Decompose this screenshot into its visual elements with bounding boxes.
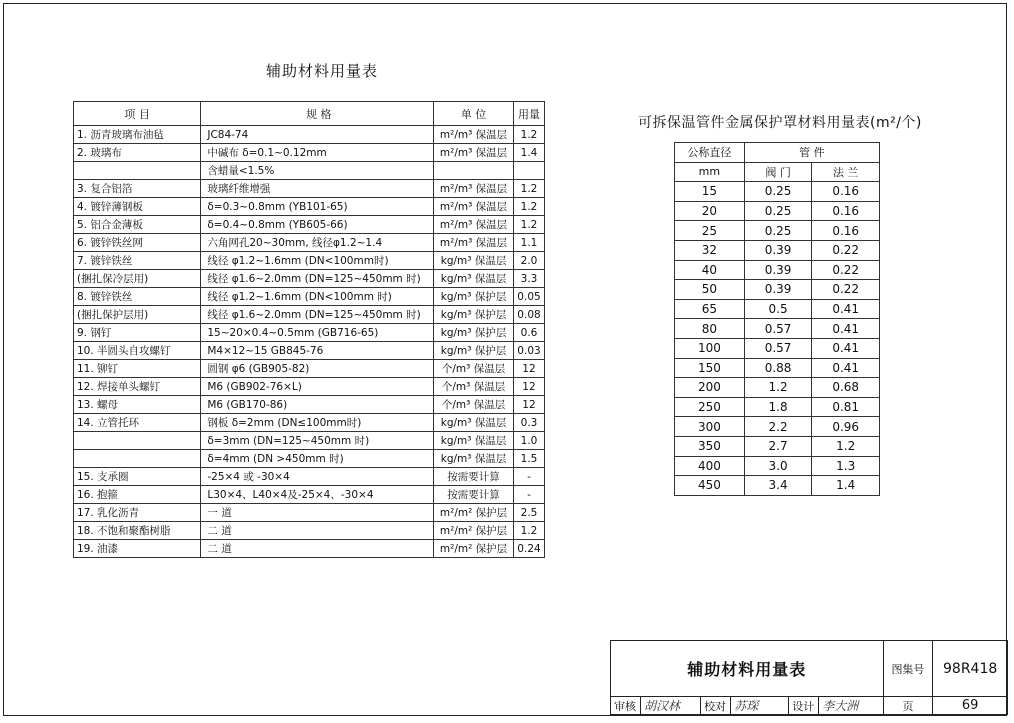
- item-unit: kg/m³ 保护层: [434, 306, 514, 324]
- item-name: 12. 焊接单头螺钉: [74, 378, 201, 396]
- item-unit: [434, 162, 514, 180]
- table-row: [74, 126, 545, 144]
- item-unit: m²/m³ 保温层: [434, 234, 514, 252]
- table-row: [675, 338, 880, 358]
- item-name: 5. 铝合金薄板: [74, 216, 201, 234]
- item-name: 16. 抱箍: [74, 486, 201, 504]
- flange-cell: 0.41: [812, 358, 880, 378]
- item-spec: 一 道: [201, 504, 434, 522]
- dn-cell: 250: [675, 397, 745, 417]
- item-unit: kg/m³ 保护层: [434, 288, 514, 306]
- item-name: 13. 螺母: [74, 396, 201, 414]
- table-row: [74, 468, 545, 486]
- item-qty: 1.5: [513, 450, 544, 468]
- flange-cell: 1.4: [812, 476, 880, 496]
- table-row: [74, 396, 545, 414]
- item-name: 4. 镀锌薄钢板: [74, 198, 201, 216]
- item-qty: 12: [513, 378, 544, 396]
- table-row: [74, 144, 545, 162]
- page-number: 69: [933, 697, 1008, 715]
- item-unit: m²/m³ 保温层: [434, 216, 514, 234]
- valve-cell: 0.39: [744, 260, 812, 280]
- table-row: [74, 288, 545, 306]
- valve-cell: 0.57: [744, 338, 812, 358]
- table-header-row: [675, 143, 880, 163]
- table-row: [74, 414, 545, 432]
- dn-cell: 300: [675, 417, 745, 437]
- item-spec: M4×12~15 GB845-76: [201, 342, 434, 360]
- item-name: 15. 支承圈: [74, 468, 201, 486]
- dn-cell: 350: [675, 436, 745, 456]
- valve-cell: 3.0: [744, 456, 812, 476]
- valve-cell: 0.88: [744, 358, 812, 378]
- item-unit: m²/m³ 保温层: [434, 180, 514, 198]
- table-row: [74, 162, 545, 180]
- item-qty: 2.0: [513, 252, 544, 270]
- item-qty: 1.2: [513, 198, 544, 216]
- item-name: (捆扎保护层用): [74, 306, 201, 324]
- item-name: 7. 镀锌铁丝: [74, 252, 201, 270]
- design-label: 设计: [789, 697, 819, 715]
- item-spec: 二 道: [201, 540, 434, 558]
- dn-cell: 200: [675, 378, 745, 398]
- item-spec: δ=0.3~0.8mm (YB101-65): [201, 198, 434, 216]
- table-row: [675, 358, 880, 378]
- item-spec: JC84-74: [201, 126, 434, 144]
- valve-cell: 0.5: [744, 299, 812, 319]
- item-name: 19. 油漆: [74, 540, 201, 558]
- cover-materials-table: [674, 142, 880, 496]
- item-unit: 个/m³ 保温层: [434, 396, 514, 414]
- valve-cell: 2.7: [744, 436, 812, 456]
- table-header-row: [74, 102, 545, 126]
- design-signature: 李大洲: [819, 697, 883, 715]
- table-row: [74, 216, 545, 234]
- item-name: 1. 沥青玻璃布油毡: [74, 126, 201, 144]
- item-qty: 3.3: [513, 270, 544, 288]
- flange-cell: 0.81: [812, 397, 880, 417]
- flange-cell: 0.96: [812, 417, 880, 437]
- table-row: [74, 378, 545, 396]
- atlas-number: 98R418: [933, 641, 1008, 697]
- item-qty: 12: [513, 360, 544, 378]
- header-item: 项 目: [74, 102, 201, 126]
- table-row: [675, 240, 880, 260]
- auxiliary-materials-table: [73, 101, 545, 558]
- table-row: [74, 306, 545, 324]
- dn-cell: 150: [675, 358, 745, 378]
- item-spec: δ=4mm (DN >450mm 时): [201, 450, 434, 468]
- dn-cell: 450: [675, 476, 745, 496]
- table-row: [74, 252, 545, 270]
- item-unit: kg/m³ 保温层: [434, 270, 514, 288]
- item-spec: M6 (GB170-86): [201, 396, 434, 414]
- flange-cell: 0.16: [812, 182, 880, 202]
- drawing-title: 辅助材料用量表: [611, 641, 884, 697]
- dn-cell: 100: [675, 338, 745, 358]
- table-row: [675, 319, 880, 339]
- table-row: [675, 182, 880, 202]
- item-name: 10. 半圆头自攻螺钉: [74, 342, 201, 360]
- table-row: [675, 436, 880, 456]
- item-spec: 线径 φ1.2~1.6mm (DN<100mm 时): [201, 288, 434, 306]
- item-name: [74, 450, 201, 468]
- header-flange: 法 兰: [812, 162, 880, 182]
- item-spec: δ=0.4~0.8mm (YB605-66): [201, 216, 434, 234]
- valve-cell: 0.25: [744, 201, 812, 221]
- item-name: (捆扎保冷层用): [74, 270, 201, 288]
- table-row: [74, 180, 545, 198]
- header-qty: 用量: [513, 102, 544, 126]
- flange-cell: 0.68: [812, 378, 880, 398]
- item-unit: m²/m² 保护层: [434, 540, 514, 558]
- item-unit: 按需要计算: [434, 486, 514, 504]
- item-spec: 玻璃纤维增强: [201, 180, 434, 198]
- flange-cell: 0.16: [812, 201, 880, 221]
- dn-cell: 20: [675, 201, 745, 221]
- item-qty: 1.1: [513, 234, 544, 252]
- item-unit: kg/m³ 保温层: [434, 414, 514, 432]
- item-qty: 0.3: [513, 414, 544, 432]
- table-row: [74, 540, 545, 558]
- table-row: [74, 324, 545, 342]
- page-label: 页: [883, 697, 933, 715]
- valve-cell: 1.8: [744, 397, 812, 417]
- valve-cell: 0.39: [744, 240, 812, 260]
- flange-cell: 0.22: [812, 260, 880, 280]
- item-unit: m²/m² 保护层: [434, 504, 514, 522]
- item-qty: 0.03: [513, 342, 544, 360]
- flange-cell: 0.22: [812, 280, 880, 300]
- item-unit: 按需要计算: [434, 468, 514, 486]
- item-spec: -25×4 或 -30×4: [201, 468, 434, 486]
- header-valve: 阀 门: [744, 162, 812, 182]
- dn-cell: 25: [675, 221, 745, 241]
- valve-cell: 1.2: [744, 378, 812, 398]
- item-spec: 15~20×0.4~0.5mm (GB716-65): [201, 324, 434, 342]
- table-row: [74, 486, 545, 504]
- valve-cell: 0.39: [744, 280, 812, 300]
- table-header-row: [675, 162, 880, 182]
- item-spec: 圆钢 φ6 (GB905-82): [201, 360, 434, 378]
- item-name: [74, 432, 201, 450]
- item-qty: 0.08: [513, 306, 544, 324]
- item-unit: m²/m³ 保温层: [434, 198, 514, 216]
- table-row: [74, 522, 545, 540]
- item-spec: δ=3mm (DN=125~450mm 时): [201, 432, 434, 450]
- header-spec: 规 格: [201, 102, 434, 126]
- item-unit: kg/m³ 保温层: [434, 450, 514, 468]
- item-spec: 二 道: [201, 522, 434, 540]
- header-dn-unit: mm: [675, 162, 745, 182]
- valve-cell: 0.57: [744, 319, 812, 339]
- review-label: 审核: [611, 697, 641, 715]
- item-spec: 线径 φ1.2~1.6mm (DN<100mm时): [201, 252, 434, 270]
- item-qty: 0.24: [513, 540, 544, 558]
- item-qty: 0.6: [513, 324, 544, 342]
- item-spec: 含蜡量<1.5%: [201, 162, 434, 180]
- table-row: [675, 417, 880, 437]
- item-spec: 六角网孔20~30mm, 线径φ1.2~1.4: [201, 234, 434, 252]
- item-qty: -: [513, 468, 544, 486]
- valve-cell: 0.25: [744, 182, 812, 202]
- table-row: [675, 456, 880, 476]
- valve-cell: 3.4: [744, 476, 812, 496]
- flange-cell: 1.3: [812, 456, 880, 476]
- table-row: [675, 299, 880, 319]
- item-qty: 1.2: [513, 216, 544, 234]
- flange-cell: 0.22: [812, 240, 880, 260]
- item-name: 8. 镀锌铁丝: [74, 288, 201, 306]
- table-row: [74, 432, 545, 450]
- check-label: 校对: [701, 697, 731, 715]
- dn-cell: 400: [675, 456, 745, 476]
- table-row: [74, 504, 545, 522]
- table-row: [675, 201, 880, 221]
- table-row: [74, 234, 545, 252]
- valve-cell: 0.25: [744, 221, 812, 241]
- valve-cell: 2.2: [744, 417, 812, 437]
- item-spec: 中碱布 δ=0.1~0.12mm: [201, 144, 434, 162]
- item-qty: 1.2: [513, 126, 544, 144]
- item-unit: kg/m³ 保护层: [434, 324, 514, 342]
- item-spec: 线径 φ1.6~2.0mm (DN=125~450mm 时): [201, 270, 434, 288]
- table-row: [74, 450, 545, 468]
- item-unit: kg/m³ 保温层: [434, 252, 514, 270]
- title-block: [610, 640, 1008, 715]
- dn-cell: 50: [675, 280, 745, 300]
- item-name: 3. 复合铝箔: [74, 180, 201, 198]
- item-spec: L30×4、L40×4及-25×4、-30×4: [201, 486, 434, 504]
- item-qty: [513, 162, 544, 180]
- item-unit: m²/m² 保护层: [434, 522, 514, 540]
- item-name: [74, 162, 201, 180]
- flange-cell: 0.41: [812, 299, 880, 319]
- header-fittings: 管 件: [744, 143, 879, 163]
- item-name: 18. 不饱和聚酯树脂: [74, 522, 201, 540]
- item-unit: 个/m³ 保温层: [434, 378, 514, 396]
- table-row: [675, 280, 880, 300]
- flange-cell: 1.2: [812, 436, 880, 456]
- flange-cell: 0.16: [812, 221, 880, 241]
- item-name: 14. 立管托环: [74, 414, 201, 432]
- item-name: 2. 玻璃布: [74, 144, 201, 162]
- item-spec: M6 (GB902-76×L): [201, 378, 434, 396]
- left-table-title: 辅助材料用量表: [266, 62, 379, 80]
- item-spec: 钢板 δ=2mm (DN≤100mm时): [201, 414, 434, 432]
- table-row: [74, 342, 545, 360]
- table-row: [74, 360, 545, 378]
- item-qty: 1.2: [513, 522, 544, 540]
- table-row: [675, 476, 880, 496]
- item-qty: 1.0: [513, 432, 544, 450]
- table-row: [675, 397, 880, 417]
- item-spec: 线径 φ1.6~2.0mm (DN=125~450mm 时): [201, 306, 434, 324]
- item-qty: 2.5: [513, 504, 544, 522]
- atlas-label: 图集号: [883, 641, 933, 697]
- item-qty: 1.2: [513, 180, 544, 198]
- check-signature: 苏琛: [731, 697, 789, 715]
- item-unit: kg/m³ 保温层: [434, 432, 514, 450]
- item-name: 6. 镀锌铁丝网: [74, 234, 201, 252]
- flange-cell: 0.41: [812, 338, 880, 358]
- dn-cell: 32: [675, 240, 745, 260]
- dn-cell: 65: [675, 299, 745, 319]
- table-row: [675, 260, 880, 280]
- table-row: [675, 221, 880, 241]
- header-dn: 公称直径: [675, 143, 745, 163]
- item-unit: 个/m³ 保温层: [434, 360, 514, 378]
- item-qty: 1.4: [513, 144, 544, 162]
- header-unit: 单 位: [434, 102, 514, 126]
- item-qty: 12: [513, 396, 544, 414]
- flange-cell: 0.41: [812, 319, 880, 339]
- item-name: 11. 铆钉: [74, 360, 201, 378]
- dn-cell: 40: [675, 260, 745, 280]
- right-table-title: 可拆保温管件金属保护罩材料用量表(m²/个): [638, 115, 922, 131]
- item-name: 9. 钢钉: [74, 324, 201, 342]
- dn-cell: 15: [675, 182, 745, 202]
- item-unit: kg/m³ 保护层: [434, 342, 514, 360]
- item-unit: m²/m³ 保温层: [434, 144, 514, 162]
- table-row: [74, 270, 545, 288]
- dn-cell: 80: [675, 319, 745, 339]
- item-qty: 0.05: [513, 288, 544, 306]
- item-unit: m²/m³ 保温层: [434, 126, 514, 144]
- item-qty: -: [513, 486, 544, 504]
- table-row: [74, 198, 545, 216]
- item-name: 17. 乳化沥青: [74, 504, 201, 522]
- review-signature: 胡汉林: [641, 697, 701, 715]
- table-row: [675, 378, 880, 398]
